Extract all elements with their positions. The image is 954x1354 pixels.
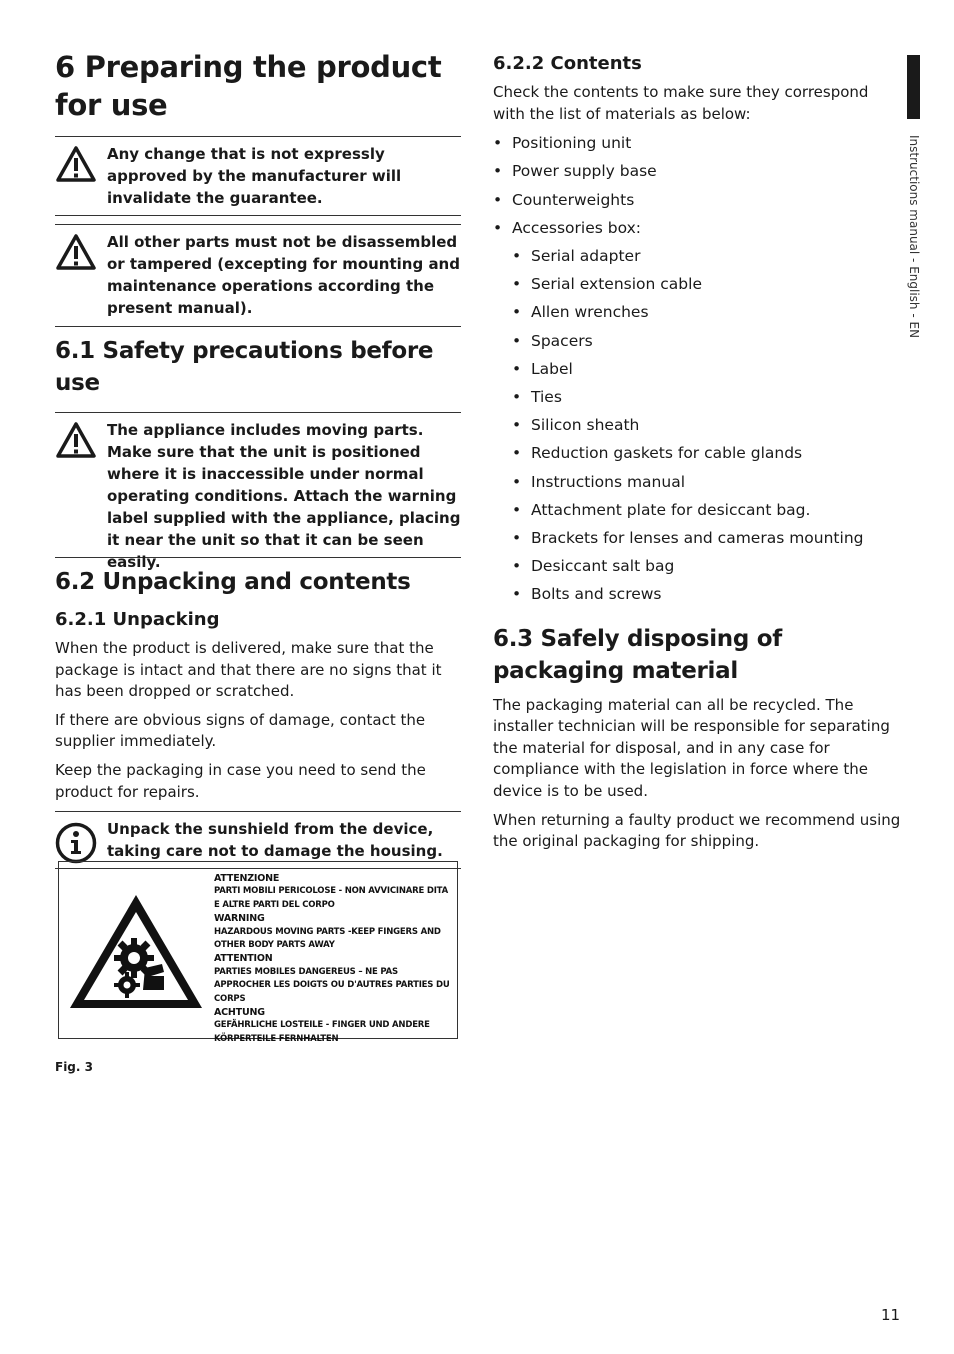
warning-icon xyxy=(55,233,97,275)
list-item-label: Desiccant salt bag xyxy=(531,557,675,576)
notice-moving-parts xyxy=(55,412,461,571)
label-heading-en: WARNING xyxy=(214,913,265,925)
paragraph: When returning a faulty product we recommend using the original packaging for shipping. xyxy=(493,810,901,851)
list-item xyxy=(493,580,905,608)
subsection-title: 6.2.2 Contents xyxy=(493,53,642,74)
list-item xyxy=(493,298,905,326)
list-item-label: Brackets for lenses and cameras mounting xyxy=(531,529,864,548)
list-item xyxy=(493,496,905,524)
list-item-label: Serial adapter xyxy=(531,247,641,265)
list-item xyxy=(493,186,905,214)
right-column xyxy=(493,52,905,853)
list-item xyxy=(493,468,905,496)
list-item-label: Positioning unit xyxy=(512,134,632,153)
bullet: • xyxy=(493,134,503,153)
list-item-label: Bolts and screws xyxy=(531,585,662,604)
bullet: • xyxy=(512,247,522,265)
list-item xyxy=(493,157,905,185)
notice-text: Any change that is not expressly approved by the manufacturer will invalidate the guarantee. xyxy=(107,145,402,207)
chapter-title: 6 Preparing the product for use xyxy=(55,50,442,122)
label-text-it: PARTI MOBILI PERICOLOSE - NON AVVICINARE DITA E ALTRE PARTI DEL CORPO xyxy=(214,886,448,910)
bullet: • xyxy=(512,585,522,604)
moving-parts-hazard-icon xyxy=(65,890,207,1016)
bullet: • xyxy=(512,557,522,576)
list-item xyxy=(493,270,905,298)
notice-text: All other parts must not be disassembled or tampered (excepting for mounting and maintenance operations according the present manual). xyxy=(107,233,460,317)
page-number: 11 xyxy=(881,1306,901,1324)
contents-list xyxy=(493,129,905,242)
bullet: • xyxy=(512,388,522,407)
bullet: • xyxy=(512,331,522,350)
list-item xyxy=(493,327,905,355)
list-item-label: Serial extension cable xyxy=(531,275,702,294)
paragraph: The packaging material can all be recycled. The installer technician will be responsible for separating the material for disposal, and in any case for compliance with the legislation in force where the device is to be used. xyxy=(493,695,890,801)
bullet: • xyxy=(512,275,522,294)
label-text-en: HAZARDOUS MOVING PARTS -KEEP FINGERS AND OTHER BODY PARTS AWAY xyxy=(214,926,441,951)
list-item xyxy=(493,214,905,242)
left-column xyxy=(55,48,461,869)
list-item-label: Allen wrenches xyxy=(531,303,649,322)
bullet: • xyxy=(512,529,522,548)
bullet: • xyxy=(493,218,503,237)
warning-label-figure xyxy=(58,861,458,1044)
warning-icon xyxy=(55,421,97,463)
label-text-fr: PARTIES MOBILES DANGEREUS – NE PAS APPROCHER LES DOIGTS OU D'AUTRES PARTIES DU CORPS xyxy=(214,966,450,1004)
list-item xyxy=(493,129,905,157)
list-item-label: Spacers xyxy=(531,331,593,350)
list-item-label: Attachment plate for desiccant bag. xyxy=(531,500,811,519)
sidebar-text: Instructions manual - English - EN xyxy=(907,135,921,339)
list-item-label: Reduction gaskets for cable glands xyxy=(531,444,803,463)
list-item-label: Label xyxy=(531,359,573,378)
accessories-list xyxy=(493,242,905,609)
list-item xyxy=(493,552,905,580)
figure-caption: Fig. 3 xyxy=(55,1060,93,1074)
list-item xyxy=(493,355,905,383)
list-item-label: Ties xyxy=(531,388,562,407)
notice-text: Unpack the sunshield from the device, taking care not to damage the housing. xyxy=(107,820,443,861)
paragraph: Check the contents to make sure they correspond with the list of materials as below: xyxy=(493,83,869,123)
notice-text: The appliance includes moving parts. Make sure that the unit is positioned where it is inaccessible under normal operating conditions. Attach the warning label supplied with the appliance, placing it near the unit so that it can be seen easily. xyxy=(107,421,461,571)
list-item xyxy=(493,411,905,439)
bullet: • xyxy=(512,444,522,463)
bullet: • xyxy=(493,190,503,209)
bullet: • xyxy=(512,416,522,435)
list-item-label: Power supply base xyxy=(512,162,657,181)
bullet: • xyxy=(512,500,522,519)
list-item xyxy=(493,439,905,467)
subsection-title: 6.2.1 Unpacking xyxy=(55,609,220,630)
label-heading-fr: ATTENTION xyxy=(214,953,273,965)
warning-icon xyxy=(55,145,97,187)
list-item-label: Counterweights xyxy=(512,190,635,209)
notice-parts xyxy=(55,224,461,327)
section-title: 6.2 Unpacking and contents xyxy=(55,569,411,595)
label-heading-de: ACHTUNG xyxy=(214,1007,265,1019)
list-item xyxy=(493,242,905,270)
section-title: 6.1 Safety precautions before use xyxy=(55,338,434,396)
bullet: • xyxy=(512,359,522,378)
list-item xyxy=(493,524,905,552)
bullet: • xyxy=(493,162,503,181)
label-heading-it: ATTENZIONE xyxy=(214,873,280,884)
paragraph: When the product is delivered, make sure that the package is intact and that there are no signs that it has been dropped or scratched. xyxy=(55,639,442,701)
list-item-label: Silicon sheath xyxy=(531,416,640,435)
notice-guarantee xyxy=(55,136,461,216)
section-title: 6.3 Safely disposing of packaging material xyxy=(493,625,782,684)
paragraph: Keep the packaging in case you need to send the product for repairs. xyxy=(55,760,426,801)
warning-label-text xyxy=(214,872,450,1046)
bullet: • xyxy=(512,303,522,322)
list-item-label: Accessories box: xyxy=(512,218,642,237)
label-text-de: GEFÄHRLICHE LOSTEILE - FINGER UND ANDERE KÖRPERTEILE FERNHALTEN xyxy=(214,1020,430,1044)
list-item xyxy=(493,383,905,411)
bullet: • xyxy=(512,472,522,491)
paragraph: If there are obvious signs of damage, contact the supplier immediately. xyxy=(55,710,426,751)
list-item-label: Instructions manual xyxy=(531,472,686,491)
chapter-tab-marker xyxy=(907,55,920,119)
